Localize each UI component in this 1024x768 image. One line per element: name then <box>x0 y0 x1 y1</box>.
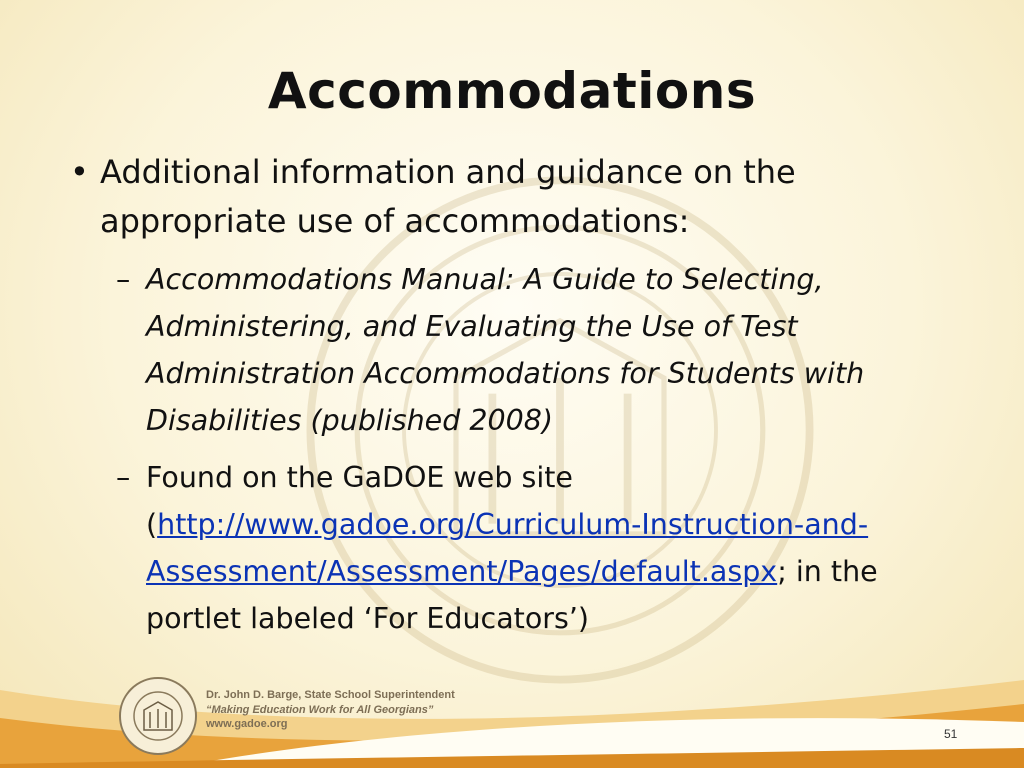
dash-symbol: – <box>116 461 131 494</box>
website-text-prefix: Found on the GaDOE web site ( <box>146 461 573 541</box>
department-seal-icon <box>118 676 198 756</box>
slide-content <box>70 148 970 642</box>
page-number: 51 <box>944 727 958 741</box>
bullet-text: Additional information and guidance on the appropriate use of accommodations: <box>100 153 796 240</box>
dash-symbol: – <box>116 263 131 296</box>
bullet-symbol: • <box>70 153 89 191</box>
motto-line: “Making Education Work for All Georgians” <box>206 703 434 716</box>
gadoe-assessment-link[interactable]: http://www.gadoe.org/Curriculum-Instruction-and-Assessment/Assessment/Pages/default.aspx <box>146 508 869 588</box>
manual-title: Accommodations Manual: A Guide to Selecting, Administering, and Evaluating the Use of Test Administration Accommodations for Students with Disabilities (published 2008) <box>146 263 865 437</box>
slide-title: Accommodations <box>267 62 757 120</box>
website-line: www.gadoe.org <box>206 718 288 730</box>
footer-credits <box>206 688 455 732</box>
subbullet-website <box>70 454 970 642</box>
superintendent-line: Dr. John D. Barge, State School Superintendent <box>206 689 455 701</box>
website-text-suffix: ; in the portlet labeled ‘For Educators’) <box>146 555 878 635</box>
subbullet-manual <box>70 256 970 444</box>
bullet-item <box>70 148 970 246</box>
